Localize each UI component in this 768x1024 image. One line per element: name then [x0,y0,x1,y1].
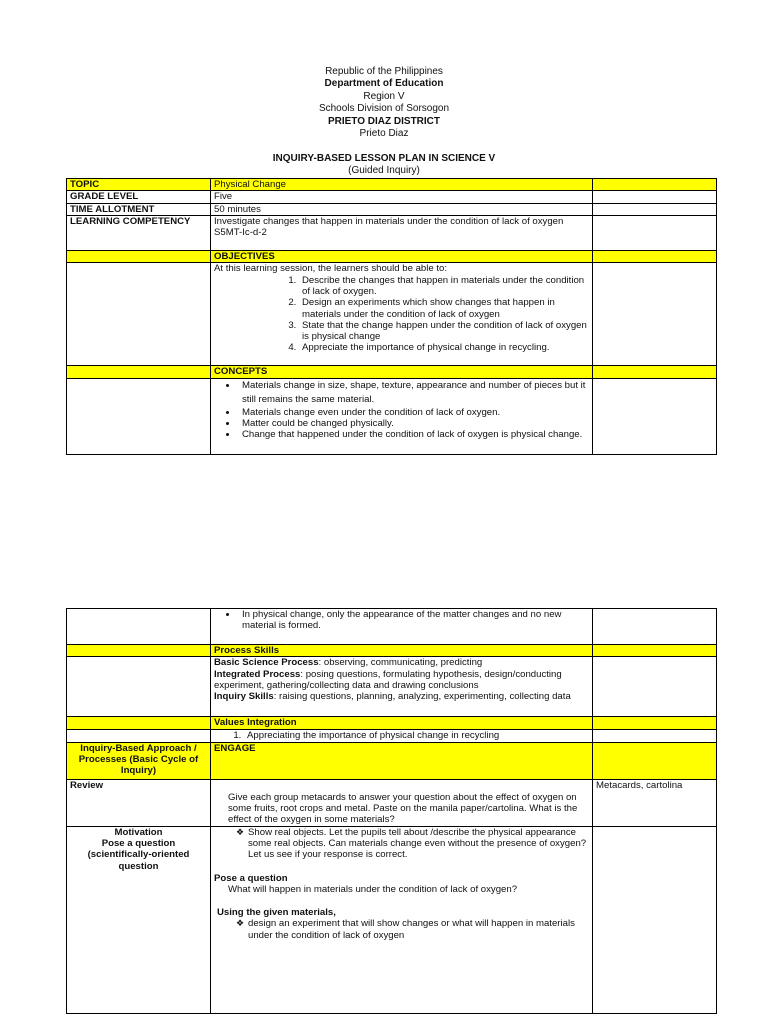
review-row [67,779,717,826]
motivation-notes-cell [593,826,717,1013]
lesson-plan-table-1 [66,178,717,455]
motivation-cell [211,826,593,1013]
header-republic: Republic of the Philippines [325,66,443,77]
process-skills-heading: Process Skills [211,645,593,657]
header-region: Region V [363,90,405,102]
header-division: Schools Division of Sorsogon [318,103,450,115]
concept-item: • In physical change, only the appearance of the matter changes and no new material is formed. [238,609,589,632]
competency-value: Investigate changes that happen in materials under the condition of lack of oxygen [214,215,564,227]
integrated-process-text: : posing questions, formulating hypothesis, design/conducting experiment, gathering/collecting data and drawing conclusions [214,668,562,691]
concept-cont-left-cell [67,609,211,645]
objectives-notes-cell [593,263,717,366]
objectives-heading: OBJECTIVES [211,250,593,262]
values-cell [211,729,593,742]
objectives-list [214,275,589,354]
values-right-cell [593,717,717,729]
title-sub: (Guided Inquiry) [348,165,420,176]
values-left-cell [67,717,211,729]
objective-item: 2. Design an experiments which show changes that happen in materials under the condition of lack of oxygen [299,297,589,320]
time-row [67,203,717,215]
topic-row [67,179,717,191]
integrated-process [214,669,589,692]
time-label: TIME ALLOTMENT [67,203,211,215]
motivation-text: Show real objects. Let the pupils tell about /describe the physical appearance some real objects. Can materials change even without the presence of oxygen? Let us see if your response is correct. [248,826,587,861]
motivation-left-cell [67,826,211,1013]
concepts-cell [211,378,593,454]
lesson-plan-table-2 [66,608,717,1014]
values-notes-cell [593,729,717,742]
using-materials-item [236,918,589,941]
engage-row [67,742,717,779]
concepts-list-continued [214,609,589,632]
value-item: 1. Appreciating the importance of physical change in recycling [244,730,589,741]
concepts-heading-row [67,366,717,378]
document-header [0,66,768,140]
concept-continued-row [67,609,717,645]
values-blank-cell [67,729,211,742]
concepts-left-cell [67,366,211,378]
time-value: 50 minutes [211,203,593,215]
objectives-row [67,263,717,366]
topic-label: TOPIC [67,179,211,191]
process-blank-cell [67,657,211,717]
grade-row [67,191,717,203]
concepts-notes-cell [593,378,717,454]
concepts-list [214,379,589,441]
pose-question-sub-left: (scientifically-oriented question [87,849,190,872]
competency-code: S5MT-Ic-d-2 [214,227,267,239]
header-district: PRIETO DIAZ DISTRICT [327,115,441,127]
concepts-right-cell [593,366,717,378]
diamond-bullet-icon: ❖ [236,918,245,929]
pose-question-label-left: Pose a question [101,837,176,849]
using-materials-list [214,918,589,941]
lesson-plan-title [0,153,768,177]
inquiry-skills-label: Inquiry Skills [214,691,274,703]
concept-cont-right-cell [593,609,717,645]
concept-item: • Change that happened under the condition of lack of oxygen is physical change. [238,429,589,440]
concepts-blank-cell [67,378,211,454]
objectives-heading-row [67,250,717,262]
diamond-bullet-icon: ❖ [236,826,245,837]
approach-label: Inquiry-Based Approach / Processes (Basic Cycle of Inquiry) [67,742,211,779]
process-left-cell [67,645,211,657]
concepts-row [67,378,717,454]
objective-item: 1. Describe the changes that happen in materials under the condition of lack of oxygen. [299,275,589,298]
basic-process-label: Basic Science Process [214,657,319,669]
topic-notes-cell [593,179,717,191]
engage-label: ENGAGE [211,742,593,779]
competency-notes-cell [593,215,717,250]
motivation-list [214,827,589,861]
header-department: Department of Education [324,78,444,90]
review-cell [211,779,593,826]
motivation-row [67,826,717,1013]
objectives-right-cell [593,250,717,262]
concept-item: • Matter could be changed physically. [238,418,589,429]
inquiry-skills-text: : raising questions, planning, analyzing, experimenting, collecting data [273,691,571,703]
grade-label: GRADE LEVEL [67,191,211,203]
objective-item: 3. State that the change happen under the condition of lack of oxygen is physical change [299,320,589,343]
review-text: Give each group metacards to answer your question about the effect of oxygen on some fruits, root crops and metal. Paste on the manila paper/cartolina. What is the effect of the oxygen in some materials? [228,791,578,826]
motivation-item [236,827,589,861]
grade-value: Five [211,191,593,203]
basic-process-text: : observing, communicating, predicting [318,657,483,669]
process-notes-cell [593,657,717,717]
process-right-cell [593,645,717,657]
concept-cont-cell [211,609,593,645]
process-skills-cell [211,657,593,717]
objectives-blank-cell [67,263,211,366]
competency-cell [211,215,593,250]
values-list [214,730,589,741]
title-main: INQUIRY-BASED LESSON PLAN IN SCIENCE V [272,153,496,164]
objectives-cell [211,263,593,366]
process-heading-row [67,645,717,657]
review-materials: Metacards, cartolina [593,779,717,826]
values-heading-row [67,717,717,729]
motivation-label: Motivation [114,826,163,838]
integrated-process-label: Integrated Process [214,668,301,680]
time-notes-cell [593,203,717,215]
inquiry-skills [214,691,589,702]
concept-item: • Materials change in size, shape, texture, appearance and number of pieces but it still remains the same material. [238,379,589,407]
pose-question-text: What will happen in materials under the condition of lack of oxygen? [228,883,518,895]
using-materials-text: design an experiment that will show changes or what will happen in materials under the condition of lack of oxygen [248,918,575,941]
concepts-heading: CONCEPTS [211,366,593,378]
competency-label: LEARNING COMPETENCY [67,215,211,250]
grade-notes-cell [593,191,717,203]
topic-value: Physical Change [211,179,593,191]
review-label: Review [67,779,211,826]
concept-item: • Materials change even under the condition of lack of oxygen. [238,407,589,418]
header-town: Prieto Diaz [359,128,409,140]
objectives-intro: At this learning session, the learners should be able to: [214,263,448,275]
objective-item: 4. Appreciate the importance of physical change in recycling. [299,342,589,353]
basic-process [214,657,589,668]
pose-question-heading: Pose a question [214,872,288,884]
objectives-left-cell [67,250,211,262]
values-row [67,729,717,742]
values-heading: Values Integration [211,717,593,729]
competency-row [67,215,717,250]
process-skills-row [67,657,717,717]
using-materials-heading: Using the given materials, [217,907,336,919]
engage-right-cell [593,742,717,779]
